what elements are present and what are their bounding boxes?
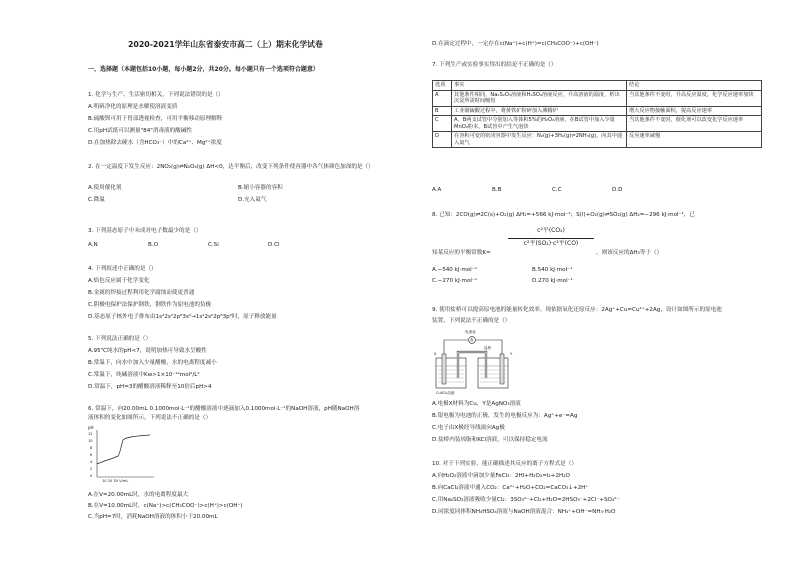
q8-option-d: D.270 kJ·mol⁻¹ <box>532 278 573 284</box>
q10-option-d: D.同浓度同体积NH₄HSO₄溶液与NaOH溶液混合：NH₄⁺+OH⁻=NH₃·H₂O <box>432 509 616 515</box>
table-cell: 其他条件相同，Na₂S₂O₃溶液和H₂SO₄溶液反应，升高溶液的温度，析出沉淀所需时间缩短 <box>452 90 627 106</box>
q8-option-b: B.540 kJ·mol⁻¹ <box>532 267 573 273</box>
graph-x-label: 10 20 30 V/mL <box>102 479 129 483</box>
table-cell: 在容积可变的密闭容器中发生反应：N₂(g)+3H₂(g)⇌2NH₃(g)，向其中通入氦气 <box>452 132 627 148</box>
fraction-denominator: c²平(SO₂)·c²平(CO) <box>508 238 594 249</box>
q2-option-a: A.使用催化剂 <box>88 185 122 191</box>
q2-stem: 2. 在一定温度下发生反应：2NO₂(g)⇌N₂O₄(g) ΔH<0，达平衡后，改变下列条件使容器中各气体颜色加深的是（） <box>88 164 374 170</box>
table-header-row <box>433 81 762 91</box>
table-cell: 增大反应物接触面积，提高反应速率 <box>627 106 762 116</box>
table-cell: A <box>433 90 452 106</box>
cell-drawing <box>432 330 522 400</box>
q5-option-a: A.95℃纯水的pH<7，说明加热可导致水呈酸性 <box>88 348 207 354</box>
section-heading: 一、选择题（本题包括10小题，每小题2分，共20分。每小题只有一个选项符合题意） <box>88 66 319 73</box>
q8-option-c: C.−270 kJ·mol⁻¹ <box>432 278 478 284</box>
q8-option-a: A.−540 kJ·mol⁻¹ <box>432 267 477 273</box>
table-cell: 反应速率减慢 <box>627 132 762 148</box>
q3-option-b: B.O <box>148 242 159 248</box>
electrode-x-label: X <box>434 352 437 356</box>
q3-stem: 3. 下列基态原子中未成对电子数最少的是（） <box>88 228 202 234</box>
ammeter-label: 电流表 <box>465 330 476 334</box>
graph-y-tick: 4 <box>90 460 93 464</box>
table-row <box>433 106 762 116</box>
q6-option-d: D.在滴定过程中，一定存在c(Na⁺)+c(H⁺)=c(CH₃COO⁻)+c(OH⁻) <box>432 41 599 47</box>
q4-stem: 4. 下列叙述中正确的是（） <box>88 266 157 272</box>
titration-curve <box>88 426 158 484</box>
left-column <box>88 0 398 562</box>
q10-option-c: C.用Na₂SO₃溶液吸收少量Cl₂：3SO₃²⁻+Cl₂+H₂O=2HSO₃⁻+2Cl⁻+SO₄²⁻ <box>432 497 620 503</box>
q9-option-d: D.盐桥内装琼脂和KCl溶液，可以保持稳定电流 <box>432 437 548 443</box>
table-cell: A、B两支试管中分别加入等体积5%的H₂O₂溶液，在B试管中加入少量MnO₂粉末，B试管中产生气泡快 <box>452 116 627 132</box>
graph-y-label: pH <box>88 425 94 430</box>
electrode-y-label: Y <box>510 352 513 356</box>
table-cell: D <box>433 132 452 148</box>
right-column <box>432 0 762 562</box>
table-row <box>433 90 762 106</box>
page-title: 2020-2021学年山东省泰安市高二（上）期末化学试卷 <box>128 40 323 49</box>
q7-stem: 7. 下列生产或实验事实得出的结论不正确的是（） <box>432 62 557 68</box>
q9-option-a: A.电极X材料为Cu，Y是AgNO₃溶液 <box>432 401 521 407</box>
q8-stem: 8. 已知：2CO(g)⇌2C(s)+O₂(g) ΔH₁=+566 kJ·mol⁻¹；S(l)+O₂(g)⇌SO₂(g) ΔH₂=−296 kJ·mol⁻¹，已 <box>432 212 695 218</box>
graph-y-tick: 6 <box>90 453 93 457</box>
q8-k-expression-suffix: ，则该反应的ΔH₃等于（） <box>596 250 663 256</box>
q6-option-a: A.在V=20.00mL时，水的电离程度最大 <box>88 492 189 498</box>
q4-option-b: B.金属的焊接过程利用化学腐蚀而使更普通 <box>88 290 195 296</box>
table-row <box>433 116 762 132</box>
q5-option-d: D.常温下，pH=3的醋酸溶液稀释至10倍后pH>4 <box>88 384 212 390</box>
q3-option-c: C.Si <box>208 242 219 248</box>
table-cell: B <box>433 106 452 116</box>
ph-titration-graph <box>88 426 158 484</box>
q7-option-b: B.B <box>492 187 502 193</box>
q7-option-d: D.D <box>612 187 623 193</box>
graph-y-tick: 10 <box>88 439 93 443</box>
q9-option-b: B.银电极为电池的正极，发生的电极反应为：Ag⁺+e⁻=Ag <box>432 413 578 419</box>
q5-option-b: B.常温下，向水中加入少量醋酸，水的电离程度减小 <box>88 360 217 366</box>
q9-stem-line2: 装置，下列说法不正确的是（） <box>432 318 511 324</box>
q6-stem-line1: 6. 常温下，向20.00mL 0.1000mol·L⁻¹的醋酸溶液中逐滴加入0.1000mol·L⁻¹的NaOH溶液，pH随NaOH溶 <box>88 406 360 412</box>
table-cell: C <box>433 116 452 132</box>
graph-y-tick: 0 <box>90 474 93 478</box>
table-header: 选项 <box>433 81 452 91</box>
graph-y-tick: 2 <box>90 467 93 471</box>
q2-option-d: D.充入氦气 <box>238 197 267 203</box>
table-header: 事实 <box>452 81 627 91</box>
q1-option-c: C.用pH试纸可以测量"84"消毒液的酸碱性 <box>88 128 193 134</box>
fraction-numerator: c²平(CO₂) <box>537 227 565 234</box>
q4-option-c: C.阴极电保护法保护钢铁，钢铁作为原电池的负极 <box>88 302 212 308</box>
q4-option-a: A.焰色反应属于化学变化 <box>88 278 150 284</box>
q2-option-c: C.降温 <box>88 197 105 203</box>
galvanic-cell-diagram <box>432 330 522 400</box>
q5-option-c: C.常温下，纯碱溶液中Kw>1×10⁻¹⁴mol²/L² <box>88 372 200 378</box>
table-cell: 工业制硫酸过程中，将黄铁矿粉碎加入沸腾炉 <box>452 106 627 116</box>
graph-y-tick: 12 <box>88 432 93 436</box>
table-header: 结论 <box>627 81 762 91</box>
graph-y-tick: 8 <box>90 446 93 450</box>
q8-k-expression-prefix: 知某反应的平衡常数K= <box>432 250 491 256</box>
q3-option-d: D.Cl <box>268 242 280 248</box>
q2-option-b: B.缩小容器的容积 <box>238 185 283 191</box>
q1-option-a: A.明矾净化的原理是水解使溶液变质 <box>88 104 178 110</box>
q7-option-a: A.A <box>432 187 442 193</box>
q1-option-b: B.硫酸钡可用于胃部透视检查，可用平衡移动原理解释 <box>88 116 223 122</box>
table-cell: 当其他条件不变时，催化剂可以改变化学反应速率 <box>627 116 762 132</box>
table-cell: 当其他条件不变时，升高反应温度，化学反应速率加快 <box>627 90 762 106</box>
q5-stem: 5. 下列说法正确的是（） <box>88 336 152 342</box>
q9-option-c: C.电子由X极经导线流向Ag极 <box>432 425 505 431</box>
q7-facts-table <box>432 80 762 148</box>
svg-text:A: A <box>470 337 474 343</box>
q1-stem: 1. 化学与生产、生活密切相关，下列说法错误的是（） <box>88 92 224 98</box>
table-row <box>433 132 762 148</box>
salt-bridge-label: 盐桥 <box>484 346 492 350</box>
q10-option-a: A.向H₂O₂溶液中滴加少量FeCl₃：2HI+H₂O₂=I₂+2H₂O <box>432 473 570 479</box>
q6-option-c: C.当pH=7时，消耗NaOH溶液的体积小于20.00mL <box>88 514 218 520</box>
q4-option-d: D.基态原子核外电子排布由1s²2s²2p⁶3s²→1s²2s²2p⁶3p²时，原子释放能量 <box>88 314 277 320</box>
q1-option-d: D.在加热除去硬水（含HCO₃⁻）中的Ca²⁺、Mg²⁺浓度 <box>88 140 222 146</box>
q9-stem-line1: 9. 使用盐桥可以提高原电池的能量转化效率。现依据氧化还原反应：2Ag⁺+Cu=Cu²⁺+2Ag，设计如图所示的原电池 <box>432 307 722 313</box>
q10-stem: 10. 对于下列实验，能正确描述其反应的离子方程式是（） <box>432 461 577 467</box>
q6-stem-line2: 液体积的变化如图所示，下列说法不正确的是（） <box>88 415 212 421</box>
q8-k-fraction <box>508 226 594 249</box>
cuso4-label: CuSO₄溶液 <box>436 391 455 395</box>
q3-option-a: A.N <box>88 242 98 248</box>
q6-option-b: B.在V=10.00mL时，c(Na⁺)>c(CH₃COO⁻)>c(H⁺)>c(OH⁻) <box>88 503 243 509</box>
q10-option-b: B.向CaCl₂溶液中通入CO₂：Ca²⁺+H₂O+CO₂=CaCO₃↓+2H⁺ <box>432 485 589 491</box>
q7-option-c: C.C <box>552 187 562 193</box>
